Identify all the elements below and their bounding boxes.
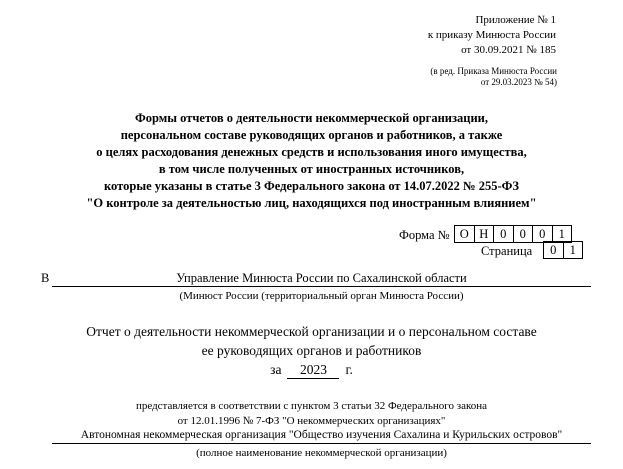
report-title-line-2: ее руководящих органов и работников <box>201 343 422 358</box>
legal-basis-line-1: представляется в соответствии с пунктом 3 статьи 32 Федерального закона <box>135 400 488 412</box>
form-code-cell: 0 <box>532 225 553 243</box>
recipient-name: Управление Минюста России по Сахалинской области <box>176 271 467 285</box>
report-period <box>0 362 623 379</box>
organization-hint: (полное наименование некоммерческой организации) <box>196 447 447 459</box>
organization-name: Автономная некоммерческая организация "Общество изучения Сахалина и Курильских островов" <box>80 429 563 441</box>
appendix-line-1: Приложение № 1 <box>475 14 556 26</box>
form-code-cell: О <box>454 225 475 243</box>
page-number-grid <box>544 241 583 259</box>
document-title-line-5: которые указаны в статье 3 Федерального закона от 14.07.2022 № 255-ФЗ <box>104 179 519 193</box>
form-code-cell: 0 <box>513 225 534 243</box>
form-code-cell: 0 <box>493 225 514 243</box>
report-title-line-1: Отчет о деятельности некоммерческой организации и о персональном составе <box>86 324 537 339</box>
recipient-hint: (Минюст России (территориальный орган Минюста России) <box>179 290 464 302</box>
document-title-line-2: персональном составе руководящих органов и работников, а также <box>120 128 503 142</box>
document-title-line-4: в том числе полученных от иностранных источников, <box>158 162 465 176</box>
appendix-line-2: к приказу Минюста России <box>427 29 556 41</box>
page-number-label: Страница <box>481 244 533 258</box>
page-number-cell: 1 <box>563 241 584 259</box>
legal-basis-line-2: от 12.01.1996 № 7-ФЗ "О некоммерческих организациях" <box>177 415 446 427</box>
document-title-line-6: "О контроле за деятельностью лиц, находящихся под иностранным влиянием" <box>86 196 537 210</box>
year-suffix: г. <box>345 362 353 377</box>
document-title-line-1: Формы отчетов о деятельности некоммерческой организации, <box>134 111 488 125</box>
recipient-underline <box>52 286 591 287</box>
report-year: 2023 <box>287 362 339 379</box>
page-number-cell: 0 <box>543 241 564 259</box>
organization-underline <box>52 443 591 444</box>
appendix-line-3: от 30.09.2021 № 185 <box>461 44 556 56</box>
appendix-amendment-2: от 29.03.2023 № 54) <box>480 77 557 87</box>
form-code-cell: 1 <box>552 225 573 243</box>
appendix-amendment-1: (в ред. Приказа Минюста России <box>430 66 557 76</box>
year-prefix: за <box>270 362 282 377</box>
recipient-prefix: В <box>41 271 50 285</box>
form-number-label: Форма № <box>399 228 450 242</box>
form-code-cell: Н <box>474 225 495 243</box>
document-title-line-3: о целях расходования денежных средств и использования иного имущества, <box>96 145 527 159</box>
